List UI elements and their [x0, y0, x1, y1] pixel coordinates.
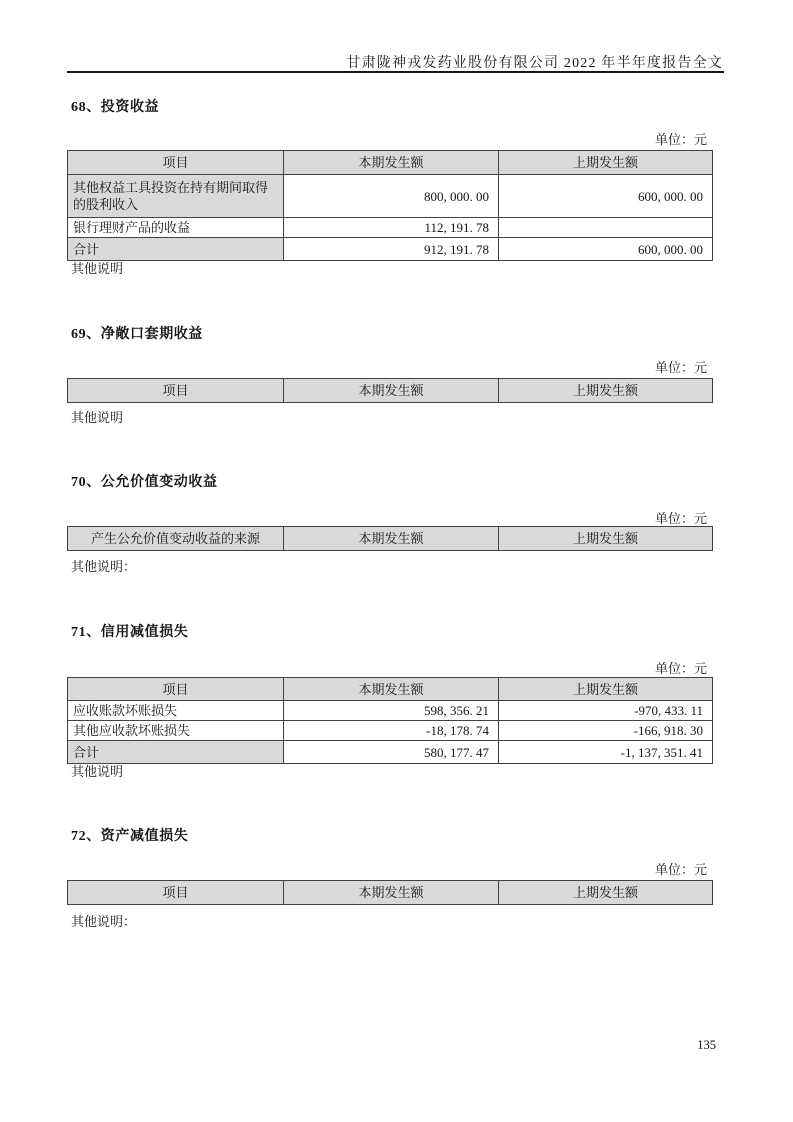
- row-item-label: 其他权益工具投资在持有期间取得的股利收入: [68, 175, 284, 218]
- section-72-note: 其他说明：: [71, 914, 137, 929]
- row-item-label: 应收账款坏账损失: [68, 701, 284, 721]
- table-header-row: [68, 151, 713, 175]
- section-69-title: 69、净敞口套期收益: [71, 327, 203, 342]
- table-total-row: [68, 238, 713, 261]
- section-70-table: [67, 526, 713, 551]
- section-72-unit-label: 单位：元: [654, 862, 707, 877]
- row-item-label: 其他应收款坏账损失: [68, 721, 284, 741]
- column-header-current-period: 本期发生额: [284, 151, 499, 175]
- row-prior-value: 600, 000. 00: [499, 175, 713, 218]
- table-header-row: [68, 527, 713, 551]
- column-header-item: 项目: [68, 881, 284, 905]
- column-header-prior-period: 上期发生额: [499, 151, 713, 175]
- total-prior-value: 600, 000. 00: [499, 238, 713, 261]
- row-current-value: -18, 178. 74: [284, 721, 499, 741]
- section-69-unit-label: 单位：元: [654, 360, 707, 375]
- column-header-current-period: 本期发生额: [284, 881, 499, 905]
- row-current-value: 112, 191. 78: [284, 218, 499, 238]
- column-header-prior-period: 上期发生额: [499, 379, 713, 403]
- column-header-prior-period: 上期发生额: [499, 678, 713, 701]
- column-header-item: 项目: [68, 678, 284, 701]
- section-69-table: [67, 378, 713, 403]
- section-72-table: [67, 880, 713, 905]
- section-68-unit-label: 单位：元: [654, 132, 707, 147]
- table-total-row: [68, 741, 713, 764]
- section-68-note: 其他说明: [71, 261, 124, 276]
- total-current-value: 912, 191. 78: [284, 238, 499, 261]
- table-row: [68, 701, 713, 721]
- column-header-current-period: 本期发生额: [284, 527, 499, 551]
- table-row: [68, 175, 713, 218]
- section-68-table: [67, 150, 713, 261]
- section-71-table: [67, 677, 713, 764]
- table-row: [68, 218, 713, 238]
- column-header-current-period: 本期发生额: [284, 379, 499, 403]
- section-72-title: 72、资产减值损失: [71, 829, 189, 844]
- total-row-label: 合计: [68, 238, 284, 261]
- section-71-note: 其他说明: [71, 764, 124, 779]
- column-header-current-period: 本期发生额: [284, 678, 499, 701]
- row-prior-value: [499, 218, 713, 238]
- row-current-value: 800, 000. 00: [284, 175, 499, 218]
- table-row: [68, 721, 713, 741]
- column-header-prior-period: 上期发生额: [499, 527, 713, 551]
- section-71-unit-label: 单位：元: [654, 661, 707, 676]
- section-70-unit-label: 单位：元: [654, 511, 707, 526]
- table-header-row: [68, 678, 713, 701]
- total-row-label: 合计: [68, 741, 284, 764]
- column-header-item: 项目: [68, 151, 284, 175]
- row-prior-value: -166, 918. 30: [499, 721, 713, 741]
- column-header-source: 产生公允价值变动收益的来源: [68, 527, 284, 551]
- section-70-note: 其他说明：: [71, 559, 137, 574]
- table-header-row: [68, 379, 713, 403]
- page-number: 135: [697, 1038, 716, 1052]
- page-header-title: 甘肃陇神戎发药业股份有限公司 2022 年半年度报告全文: [346, 56, 723, 71]
- section-70-title: 70、公允价值变动收益: [71, 475, 218, 490]
- row-prior-value: -970, 433. 11: [499, 701, 713, 721]
- section-68-title: 68、投资收益: [71, 100, 160, 115]
- section-69-note: 其他说明: [71, 410, 124, 425]
- table-header-row: [68, 881, 713, 905]
- section-71-title: 71、信用减值损失: [71, 625, 189, 640]
- row-current-value: 598, 356. 21: [284, 701, 499, 721]
- total-prior-value: -1, 137, 351. 41: [499, 741, 713, 764]
- header-rule: [67, 71, 724, 73]
- column-header-prior-period: 上期发生额: [499, 881, 713, 905]
- column-header-item: 项目: [68, 379, 284, 403]
- total-current-value: 580, 177. 47: [284, 741, 499, 764]
- row-item-label: 银行理财产品的收益: [68, 218, 284, 238]
